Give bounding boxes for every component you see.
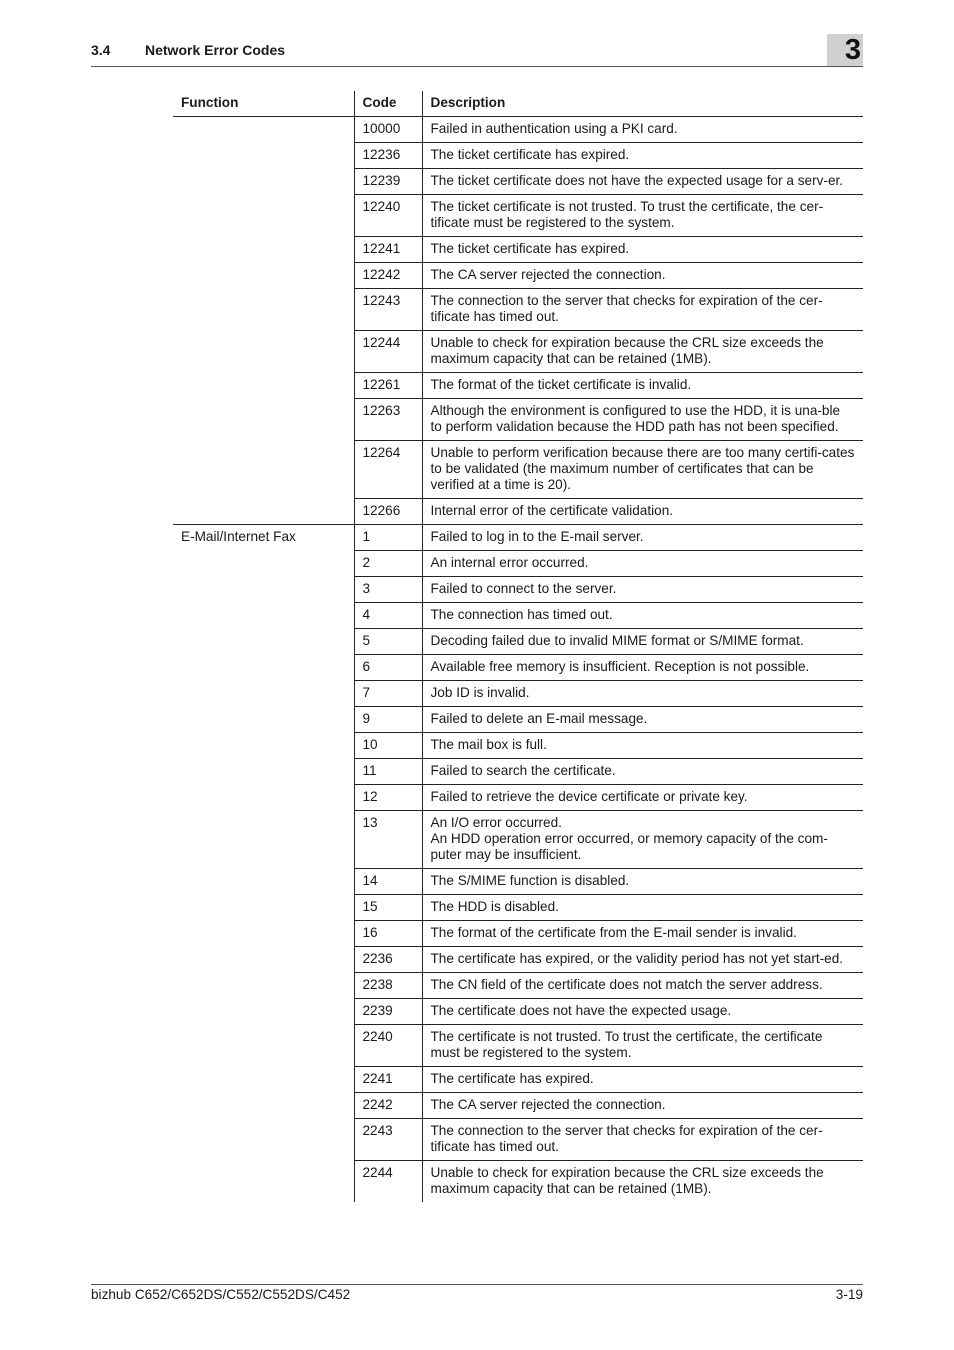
description-cell: Unable to check for expiration because the CRL size exceeds the maximum capacity that can be retained (1MB). — [422, 1161, 863, 1203]
code-cell: 3 — [354, 577, 422, 603]
description-cell: The connection to the server that checks for expiration of the cer-tificate has timed out. — [422, 1119, 863, 1161]
description-cell: The connection has timed out. — [422, 603, 863, 629]
code-cell: 16 — [354, 921, 422, 947]
page-header — [91, 33, 863, 67]
code-cell: 12243 — [354, 289, 422, 331]
code-cell: 12242 — [354, 263, 422, 289]
function-cell: E-Mail/Internet Fax — [181, 529, 296, 544]
description-cell: An internal error occurred. — [422, 551, 863, 577]
description-cell: The certificate does not have the expected usage. — [422, 999, 863, 1025]
code-cell: 13 — [354, 811, 422, 869]
description-cell: An I/O error occurred. An HDD operation error occurred, or memory capacity of the com-puter may be insufficient. — [422, 811, 863, 869]
code-cell: 2236 — [354, 947, 422, 973]
description-cell: The certificate has expired, or the validity period has not yet start-ed. — [422, 947, 863, 973]
description-cell: Job ID is invalid. — [422, 681, 863, 707]
description-cell: Failed in authentication using a PKI card. — [422, 117, 863, 143]
description-cell: Although the environment is configured to use the HDD, it is una-ble to perform validation because the HDD path has not been specified. — [422, 399, 863, 441]
description-cell: The ticket certificate is not trusted. To trust the certificate, the cer-tificate must be registered to the system. — [422, 195, 863, 237]
description-cell: Failed to search the certificate. — [422, 759, 863, 785]
code-cell: 11 — [354, 759, 422, 785]
code-cell: 12261 — [354, 373, 422, 399]
description-cell: The CN field of the certificate does not match the server address. — [422, 973, 863, 999]
description-cell: The certificate is not trusted. To trust the certificate, the certificate must be registered to the system. — [422, 1025, 863, 1067]
code-cell: 2241 — [354, 1067, 422, 1093]
code-cell: 2 — [354, 551, 422, 577]
description-cell: The ticket certificate has expired. — [422, 237, 863, 263]
description-cell: The connection to the server that checks for expiration of the cer-tificate has timed out. — [422, 289, 863, 331]
code-cell: 6 — [354, 655, 422, 681]
description-cell: The ticket certificate has expired. — [422, 143, 863, 169]
code-cell: 2244 — [354, 1161, 422, 1203]
code-cell: 10000 — [354, 117, 422, 143]
code-cell: 12 — [354, 785, 422, 811]
column-header-code: Code — [354, 91, 422, 117]
code-cell: 12266 — [354, 499, 422, 525]
description-cell: Failed to retrieve the device certificate or private key. — [422, 785, 863, 811]
description-cell: Internal error of the certificate validation. — [422, 499, 863, 525]
table-row — [173, 525, 863, 551]
code-cell: 12263 — [354, 399, 422, 441]
code-cell: 15 — [354, 895, 422, 921]
table-body — [173, 117, 863, 1203]
code-cell: 5 — [354, 629, 422, 655]
description-cell: Failed to log in to the E-mail server. — [422, 525, 863, 551]
code-cell: 12264 — [354, 441, 422, 499]
code-cell: 1 — [354, 525, 422, 551]
section-title: Network Error Codes — [145, 42, 286, 58]
code-cell: 9 — [354, 707, 422, 733]
description-cell: The CA server rejected the connection. — [422, 1093, 863, 1119]
code-cell: 2240 — [354, 1025, 422, 1067]
code-cell: 12240 — [354, 195, 422, 237]
description-cell: The certificate has expired. — [422, 1067, 863, 1093]
code-cell: 2238 — [354, 973, 422, 999]
description-cell: The format of the certificate from the E-mail sender is invalid. — [422, 921, 863, 947]
section-number: 3.4 — [91, 42, 111, 58]
table-header-row — [173, 91, 863, 117]
column-header-description: Description — [422, 91, 863, 117]
description-cell: Decoding failed due to invalid MIME format or S/MIME format. — [422, 629, 863, 655]
code-cell: 12244 — [354, 331, 422, 373]
description-cell: The ticket certificate does not have the expected usage for a serv-er. — [422, 169, 863, 195]
column-header-function: Function — [173, 91, 354, 117]
code-cell: 2242 — [354, 1093, 422, 1119]
product-model: bizhub C652/C652DS/C552/C552DS/C452 — [91, 1287, 351, 1302]
code-cell: 2239 — [354, 999, 422, 1025]
code-cell: 12241 — [354, 237, 422, 263]
description-cell: The mail box is full. — [422, 733, 863, 759]
code-cell: 14 — [354, 869, 422, 895]
description-cell: Unable to check for expiration because the CRL size exceeds the maximum capacity that can be retained (1MB). — [422, 331, 863, 373]
description-cell: Available free memory is insufficient. Reception is not possible. — [422, 655, 863, 681]
page-number: 3-19 — [835, 1287, 863, 1302]
code-cell: 7 — [354, 681, 422, 707]
code-cell: 2243 — [354, 1119, 422, 1161]
description-cell: The format of the ticket certificate is invalid. — [422, 373, 863, 399]
description-cell: Failed to connect to the server. — [422, 577, 863, 603]
code-cell: 12239 — [354, 169, 422, 195]
code-cell: 12236 — [354, 143, 422, 169]
code-cell: 10 — [354, 733, 422, 759]
code-cell: 4 — [354, 603, 422, 629]
description-cell: The HDD is disabled. — [422, 895, 863, 921]
function-cell — [173, 117, 354, 525]
chapter-number-badge: 3 — [827, 34, 863, 66]
description-cell: The CA server rejected the connection. — [422, 263, 863, 289]
error-code-table — [173, 91, 863, 1202]
table-row — [173, 117, 863, 143]
description-cell: Unable to perform verification because there are too many certifi-cates to be validated (the maximum number of certificates that can be verified at a time is 20). — [422, 441, 863, 499]
description-cell: The S/MIME function is disabled. — [422, 869, 863, 895]
page-footer — [91, 1284, 863, 1309]
description-cell: Failed to delete an E-mail message. — [422, 707, 863, 733]
